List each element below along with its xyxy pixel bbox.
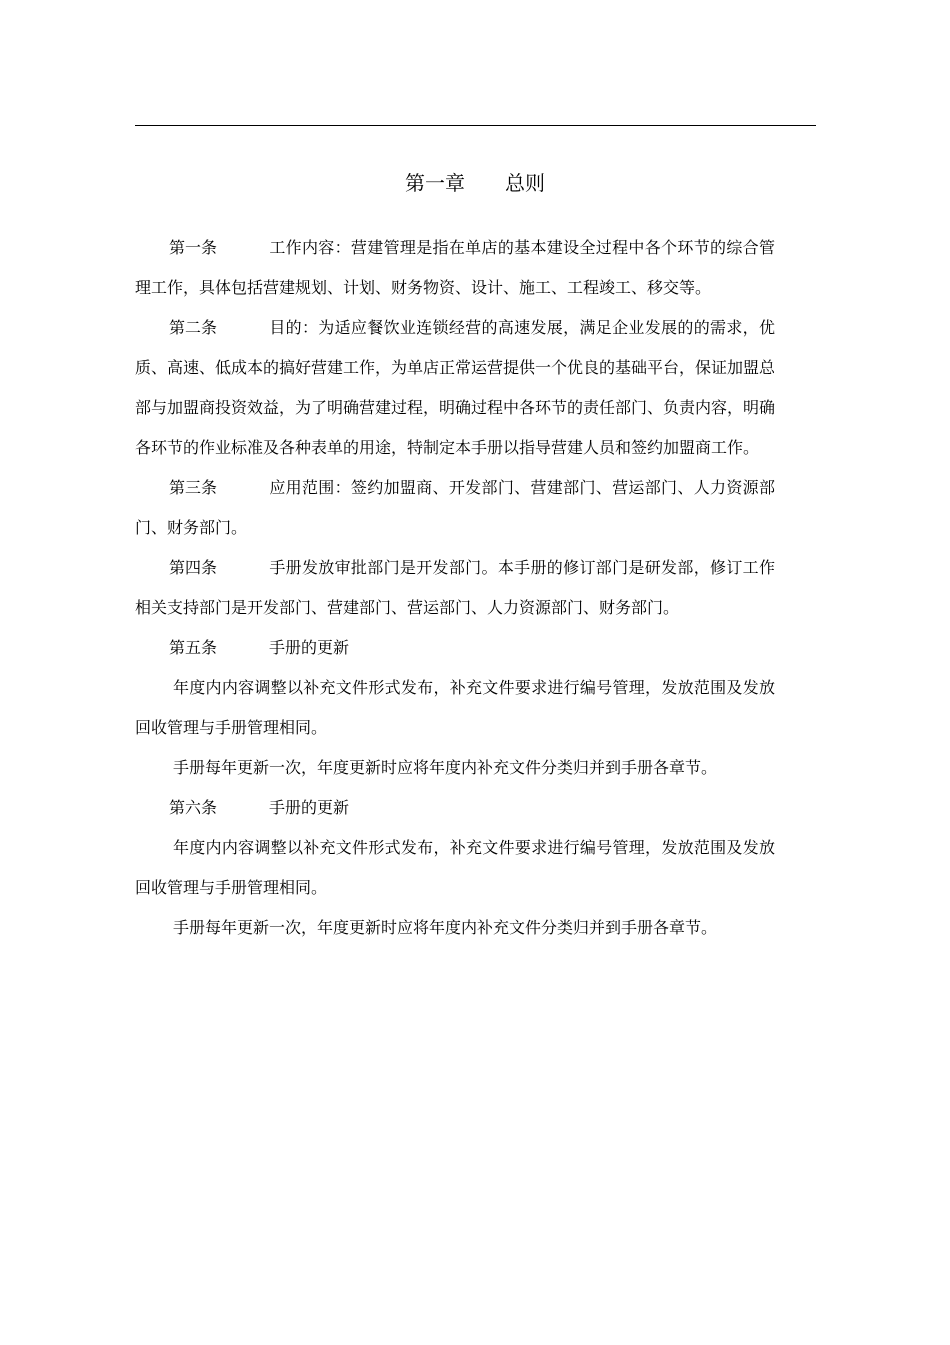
article-6	[135, 788, 775, 828]
article-number: 第三条	[169, 478, 218, 497]
article-6-paragraph: 手册每年更新一次，年度更新时应将年度内补充文件分类归并到手册各章节。	[173, 918, 718, 937]
header-rule	[135, 125, 816, 126]
article-text: 手册发放审批部门是开发部门。本手册的修订部门是研发部，修订工作相关支持部门是开发部门、营建部门、营运部门、人力资源部门、财务部门。	[135, 558, 775, 617]
article-text: 应用范围：签约加盟商、开发部门、营建部门、营运部门、人力资源部门、财务部门。	[135, 478, 775, 537]
article-text: 目的：为适应餐饮业连锁经营的高速发展，满足企业发展的的需求，优质、高速、低成本的搞好营建工作，为单店正常运营提供一个优良的基础平台，保证加盟总部与加盟商投资效益，为了明确营建过程，明确过程中各环节的责任部门、负责内容，明确各环节的作业标准及各种表单的用途，特制定本手册以指导营建人员和签约加盟商工作。	[135, 318, 776, 457]
article-3	[135, 468, 775, 548]
article-number: 第二条	[169, 318, 218, 337]
article-5-paragraph: 手册每年更新一次，年度更新时应将年度内补充文件分类归并到手册各章节。	[173, 758, 718, 777]
article-number: 第一条	[169, 238, 218, 257]
article-number: 第五条	[169, 638, 218, 657]
article-text: 工作内容：营建管理是指在单店的基本建设全过程中各个环节的综合管理工作，具体包括营建规划、计划、财务物资、设计、施工、工程竣工、移交等。	[135, 238, 775, 297]
article-2	[135, 308, 775, 468]
article-number: 第六条	[169, 798, 218, 817]
chapter-title: 第一章 总则	[405, 171, 545, 195]
article-4	[135, 548, 775, 628]
article-5-paragraph: 年度内内容调整以补充文件形式发布，补充文件要求进行编号管理，发放范围及发放回收管理与手册管理相同。	[135, 678, 775, 737]
article-text: 手册的更新	[269, 798, 350, 817]
article-text: 手册的更新	[269, 638, 350, 657]
document-body	[135, 228, 775, 948]
article-1	[135, 228, 775, 308]
article-number: 第四条	[169, 558, 218, 577]
article-6-paragraph: 年度内内容调整以补充文件形式发布，补充文件要求进行编号管理，发放范围及发放回收管理与手册管理相同。	[135, 838, 775, 897]
article-5	[135, 628, 775, 668]
